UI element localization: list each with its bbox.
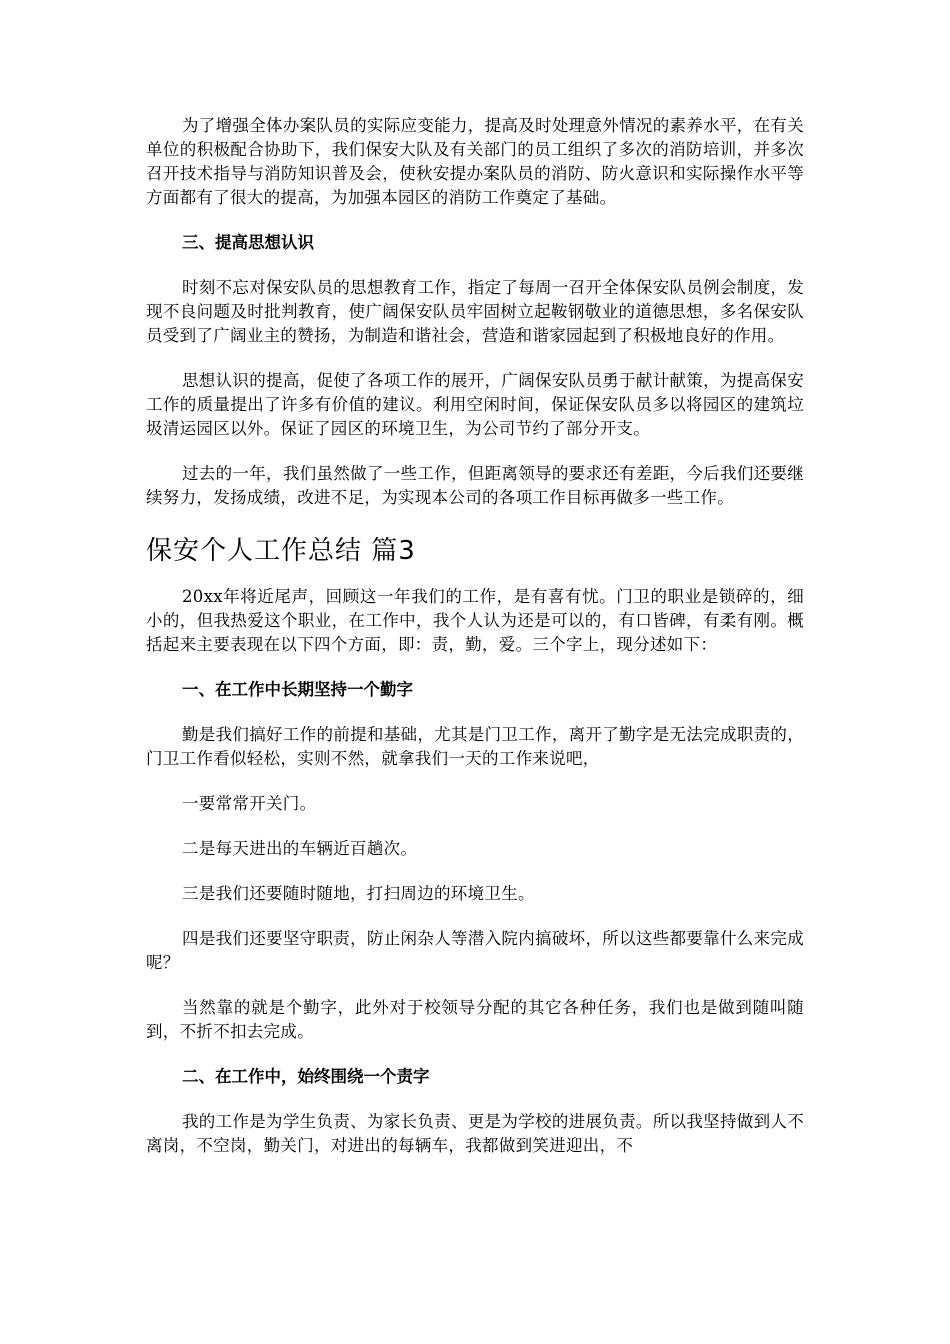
paragraph-diligence-basis: 勤是我们搞好工作的前提和基础，尤其是门卫工作，离开了勤字是无法完成职责的，门卫工作看似轻松，实则不然，就拿我们一天的工作来说吧， [146, 725, 804, 768]
paragraph-year-review: 20xx年将近尾声，回顾这一年我们的工作，是有喜有忧。门卫的职业是锁碎的，细小的，但我热爱这个职业，在工作中，我个人认为还是可以的，有口皆碑，有柔有刚。概括起来主要表现在以下四个方面，即：责，勤，爱。三个字上，现分述如下： [146, 587, 804, 654]
document-page [146, 114, 804, 1179]
paragraph-responsibility: 我的工作是为学生负责、为家长负责、更是为学校的进展负责。所以我坚持做到人不离岗，不空岗，勤关门，对进出的每辆车，我都做到笑进迎出，不 [146, 1112, 804, 1155]
paragraph-ideological-education: 时刻不忘对保安队员的思想教育工作，指定了每周一召开全体保安队员例会制度，发现不良问题及时批判教育，使广阔保安队员牢固树立起鞍钢敬业的道德思想，多名保安队员受到了广阔业主的赞扬，为制造和谐社会，营造和谐家园起到了积极地良好的作用。 [146, 278, 804, 345]
list-item-cleaning: 三是我们还要随时随地，打扫周边的环境卫生。 [182, 884, 535, 903]
paragraph-diligence-summary: 当然靠的就是个勤字，此外对于校领导分配的其它各种任务，我们也是做到随叫随到，不折不扣去完成。 [146, 998, 804, 1041]
article-heading-part-3: 保安个人工作总结 篇3 [146, 536, 416, 566]
section-heading-improve-thinking: 三、提高思想认识 [182, 233, 314, 252]
paragraph-suggestions: 思想认识的提高，促使了各项工作的展开，广阔保安队员勇于献计献策，为提高保安工作的质量提出了许多有价值的建议。利用空闲时间，保证保安队员多以将园区的建筑垃圾清运园区以外。保证了园区的环境卫生，为公司节约了部分开支。 [146, 371, 804, 438]
section-heading-diligence: 一、在工作中长期坚持一个勤字 [182, 680, 413, 699]
paragraph-fire-training: 为了增强全体办案队员的实际应变能力，提高及时处理意外情况的素养水平，在有关单位的积极配合协助下，我们保安大队及有关部门的员工组织了多次的消防培训，并多次召开技术指导与消防知识普及会，使秋安提办案队员的消防、防火意识和实际操作水平等方面都有了很大的提高，为加强本园区的消防工作奠定了基础。 [146, 116, 804, 207]
list-item-vehicles: 二是每天进出的车辆近百趟次。 [182, 839, 418, 858]
paragraph-past-year: 过去的一年，我们虽然做了一些工作，但距离领导的要求还有差距，今后我们还要继续努力，发扬成绩，改进不足，为实现本公司的各项工作目标再做多一些工作。 [146, 464, 804, 507]
list-item-gate: 一要常常开关门。 [182, 794, 317, 813]
list-item-guarding: 四是我们还要坚守职责，防止闲杂人等潜入院内搞破坏，所以这些都要靠什么来完成呢？ [146, 929, 804, 972]
section-heading-responsibility: 二、在工作中，始终围绕一个责字 [182, 1067, 430, 1086]
